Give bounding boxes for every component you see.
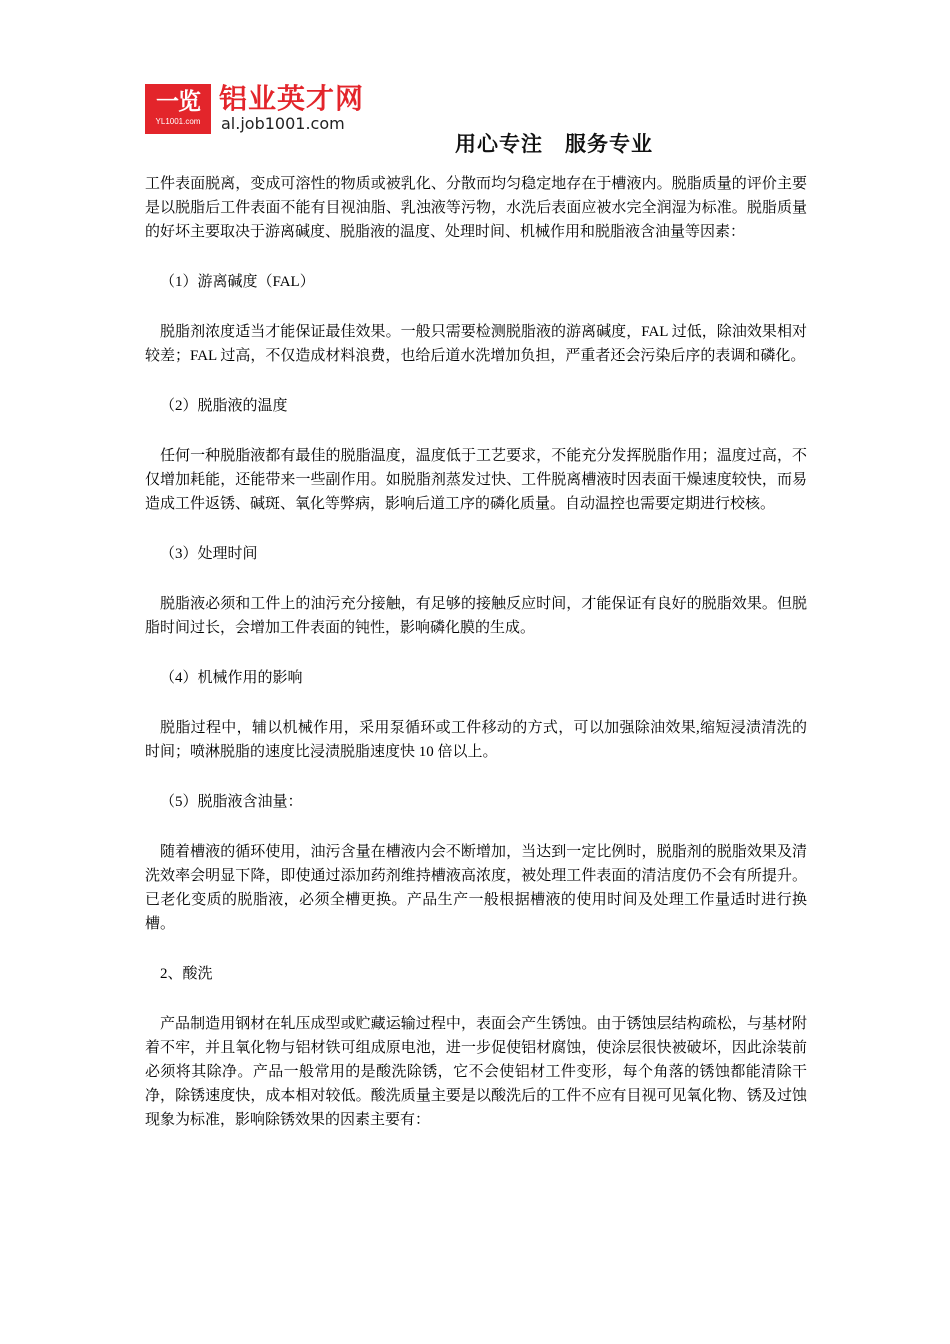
document-body [145, 172, 807, 1132]
paragraph-oil-content: 随着槽液的循环使用，油污含量在槽液内会不断增加，当达到一定比例时，脱脂剂的脱脂效果及清洗效率会明显下降，即使通过添加药剂维持槽液高浓度，被处理工件表面的清洁度仍不会有所提升。已老化变质的脱脂液，必须全槽更换。产品生产一般根据槽液的使用时间及处理工作量适时进行换槽。 [145, 844, 807, 932]
logo-badge-text: 一览 [156, 89, 200, 115]
header-slogan: 用心专注 服务专业 [455, 132, 653, 156]
section-heading-fal: （1）游离碱度（FAL） [160, 274, 315, 290]
logo-badge-domain: YL1001.com [155, 117, 201, 126]
section-heading-temperature: （2）脱脂液的温度 [160, 398, 288, 414]
section-heading-oil-content: （5）脱脂液含油量： [160, 794, 303, 810]
intro-paragraph: 工件表面脱离，变成可溶性的物质或被乳化、分散而均匀稳定地存在于槽液内。脱脂质量的评价主要是以脱脂后工件表面不能有目视油脂、乳浊液等污物，水洗后表面应被水完全润湿为标准。脱脂质量的好坏主要取决于游离碱度、脱脂液的温度、处理时间、机械作用和脱脂液含油量等因素： [145, 176, 807, 240]
section-heading-pickling: 2、酸洗 [160, 966, 213, 982]
logo-site-name[interactable]: 铝业英才网 [219, 82, 365, 115]
logo-site-url[interactable]: al.job1001.com [221, 114, 345, 133]
logo-badge[interactable] [145, 84, 211, 134]
paragraph-fal: 脱脂剂浓度适当才能保证最佳效果。一般只需要检测脱脂液的游离碱度，FAL 过低，除油效果相对较差；FAL 过高，不仅造成材料浪费，也给后道水洗增加负担，严重者还会污染后序的表调和磷化。 [145, 324, 807, 364]
paragraph-pickling: 产品制造用钢材在轧压成型或贮藏运输过程中，表面会产生锈蚀。由于锈蚀层结构疏松，与基材附着不牢，并且氧化物与铝材铁可组成原电池，进一步促使铝材腐蚀，使涂层很快被破坏，因此涂装前必须将其除净。产品一般常用的是酸洗除锈，它不会使铝材工件变形，每个角落的锈蚀都能清除干净，除锈速度快，成本相对较低。酸洗质量主要是以酸洗后的工件不应有目视可见氧化物、锈及过蚀现象为标准，影响除锈效果的因素主要有： [145, 1016, 807, 1128]
page-header [145, 84, 825, 164]
paragraph-temperature: 任何一种脱脂液都有最佳的脱脂温度，温度低于工艺要求，不能充分发挥脱脂作用；温度过高，不仅增加耗能，还能带来一些副作用。如脱脂剂蒸发过快、工件脱离槽液时因表面干燥速度较快，而易造成工件返锈、碱斑、氧化等弊病，影响后道工序的磷化质量。自动温控也需要定期进行校核。 [145, 448, 807, 512]
section-heading-mechanical: （4）机械作用的影响 [160, 670, 303, 686]
paragraph-time: 脱脂液必须和工件上的油污充分接触，有足够的接触反应时间，才能保证有良好的脱脂效果。但脱脂时间过长，会增加工件表面的钝性，影响磷化膜的生成。 [145, 596, 807, 636]
section-heading-time: （3）处理时间 [160, 546, 258, 562]
paragraph-mechanical: 脱脂过程中，辅以机械作用，采用泵循环或工件移动的方式，可以加强除油效果,缩短浸渍清洗的时间；喷淋脱脂的速度比浸渍脱脂速度快 10 倍以上。 [145, 720, 807, 760]
